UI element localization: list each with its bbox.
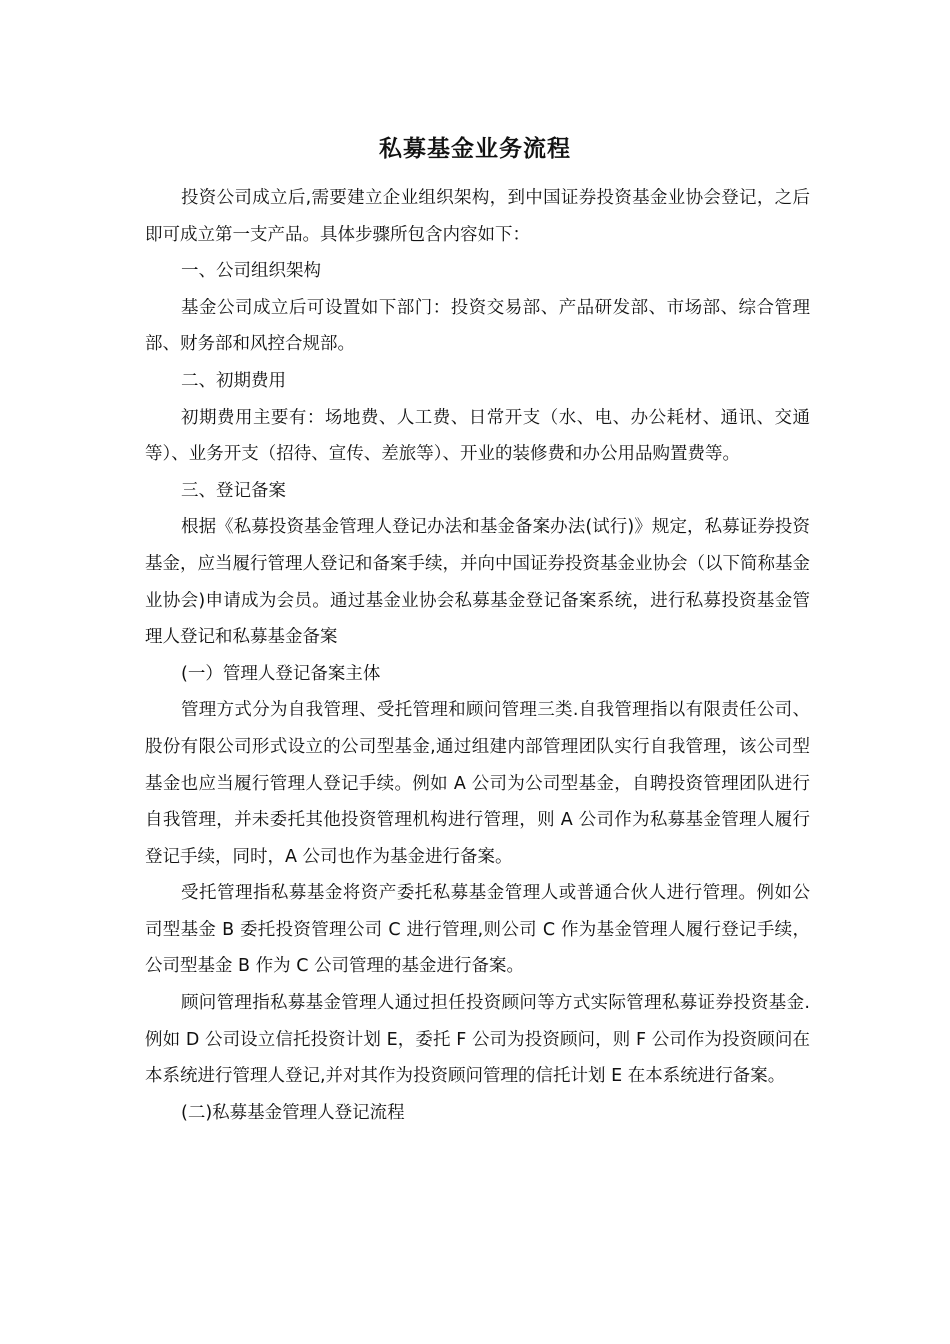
subsection-heading-registration-subject: (一）管理人登记备案主体 bbox=[181, 663, 381, 684]
subsection-heading-registration-process: (二)私募基金管理人登记流程 bbox=[181, 1102, 405, 1123]
entrusted-management-paragraph: 受托管理指私募基金将资产委托私募基金管理人或普通合伙人进行管理。例如公司型基金 B 委托投资管理公司 C 进行管理,则公司 C 作为基金管理人履行登记手续，公司型基金 B 作为 C 公司管理的基金进行备案。 bbox=[145, 883, 810, 977]
section-heading-initial-costs: 二、初期费用 bbox=[181, 370, 286, 391]
document-body bbox=[145, 180, 810, 1131]
initial-costs-paragraph: 初期费用主要有：场地费、人工费、日常开支（水、电、办公耗材、通讯、交通等）、业务开支（招待、宣传、差旅等）、开业的装修费和办公用品购置费等。 bbox=[145, 407, 810, 465]
section-heading-registration: 三、登记备案 bbox=[181, 480, 286, 501]
self-management-paragraph: 管理方式分为自我管理、受托管理和顾问管理三类.自我管理指以有限责任公司、股份有限公司形式设立的公司型基金,通过组建内部管理团队实行自我管理，该公司型基金也应当履行管理人登记手续。例如 A 公司为公司型基金，自聘投资管理团队进行自我管理，并未委托其他投资管理机构进行管理，则 A 公司作为私募基金管理人履行登记手续，同时，A 公司也作为基金进行备案。 bbox=[145, 700, 810, 867]
intro-paragraph: 投资公司成立后,需要建立企业组织架构，到中国证券投资基金业协会登记，之后即可成立第一支产品。具体步骤所包含内容如下： bbox=[145, 188, 810, 245]
registration-paragraph: 根据《私募投资基金管理人登记办法和基金备案办法(试行)》规定，私募证券投资基金，应当履行管理人登记和备案手续，并向中国证券投资基金业协会（以下简称基金业协会)申请成为会员。通过基金业协会私募基金登记备案系统，进行私募投资基金管理人登记和私募基金备案 bbox=[145, 517, 810, 648]
org-structure-paragraph: 基金公司成立后可设置如下部门：投资交易部、产品研发部、市场部、综合管理部、财务部和风控合规部。 bbox=[145, 297, 810, 355]
document-title: 私募基金业务流程 bbox=[379, 136, 571, 162]
section-heading-org-structure: 一、公司组织架构 bbox=[181, 261, 321, 282]
advisory-management-paragraph: 顾问管理指私募基金管理人通过担任投资顾问等方式实际管理私募证券投资基金.例如 D 公司设立信托投资计划 E，委托 F 公司为投资顾问，则 F 公司作为投资顾问在本系统进行管理人登记,并对其作为投资顾问管理的信托计划 E 在本系统进行备案。 bbox=[145, 993, 810, 1087]
